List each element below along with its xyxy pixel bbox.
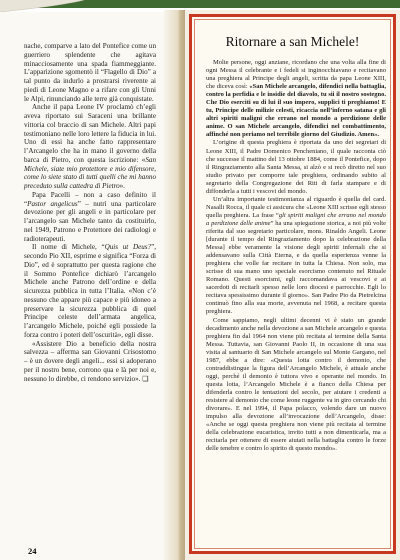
page-curl bbox=[0, 0, 84, 12]
left-paragraph bbox=[24, 103, 156, 191]
left-page bbox=[0, 12, 183, 560]
right-page bbox=[185, 10, 400, 560]
text-run: ” ha una spiegazione storica, a noi più volte riferita dal suo segretario particolare, mons. Rinaldo Angeli. Leone [durante il tempo del Ringraziamento dopo la celebrazione della Messa] ebbe veramente la visione degli spiriti infernali che si addensavano sulla Città Eterna, e da quella esperienza venne la preghiera che volle far recitare in tutta la Chiesa. Non solo, ma scrisse di sua mano uno speciale esorcismo contenuto nel Rituale Romano. Questi esorcismi, egli raccomandava ai vescovi e ai sacerdoti di recitarli spesso nelle loro diocesi e parrocchie. Egli lo recitava spessissimo durante il giorno». San Padre Pio da Pietrelcina continuò fino alla sua morte, avvenuta nel 1968, a recitare questa preghiera. bbox=[206, 219, 387, 316]
right-paragraph bbox=[206, 317, 386, 454]
left-column-text bbox=[24, 42, 156, 383]
page-number: 24 bbox=[28, 546, 37, 556]
left-paragraph bbox=[24, 340, 156, 384]
right-paragraph bbox=[206, 196, 386, 317]
text-run: Anche il papa Leone IV proclamò ch’egli aveva riportato sui Saraceni una brillante vittoria col braccio di san Michele. Altri papi testimoniano nelle loro lettere la fiducia in lui. Uno di essi ha anche fatto rappresentare l’Arcangelo che ha in mano il governo della barca di Pietro, con questa iscrizione: « bbox=[24, 103, 156, 164]
text-run: «Assistere Dio a beneficio della nostra salvezza – afferma san Giovanni Crisostomo – è un dovere degli angeli... essi si adoperano per il nostro bene, corrono qua e là per noi e, nessuno lo direbbe, ci rendono servizio». ❑ bbox=[24, 339, 156, 383]
text-run: gli spiriti maligni che errano nel mondo a perdizione delle anime bbox=[206, 211, 386, 227]
article-title: Ritornare a san Michele! bbox=[225, 34, 360, 49]
text-run: ” – nutrì una particolare devozione per gli angeli e in particolare per l’arcangelo san Michele tanto da costituirlo, nel 1949, Patrono e Protettore dei radiologi e radioterapeuti. bbox=[24, 199, 156, 243]
right-column-text bbox=[206, 59, 386, 453]
text-run: nache, comparve a lato del Pontefice come un guerriero splendente che agitava minacciosamente una spada fiammeggiante. L’apparizione sgomentò il “Flagello di Dio” a tal punto da indurlo a prostrarsi riverente ai piedi di Leone Magno e a rifare con gli Unni le Alpi, rinunciando alle terre già conquistate. bbox=[24, 42, 156, 103]
red-border-frame bbox=[189, 14, 396, 554]
text-run: Come sappiamo, negli ultimi decenni vi è stato un grande decadimento anche nella devozione a san Michele arcangelo e questa preghiera fin dal 1964 non viene più recitata al termine della Santa Messa. Tuttavia, san Giovanni Paolo II, in occasione di una sua visita al santuario di San Michele arcangelo sul Monte Gargano, nel 1987, ebbe a dire: «Questa lotta contro il demonio, che contraddistingue la figura dell’Arcangelo Michele, è attuale anche oggi, perché il demonio è tuttora vivo e operante nel mondo. In questa lotta, l’Arcangelo Michele è a fianco della Chiesa per difenderla contro le tentazioni del secolo, per aiutare i credenti a resistere al demonio che come leone ruggente va in giro cercando chi divorare». E nel 1994, il Papa polacco, volendo dare un nuovo impulso alla devozione all’invocazione dell’Arcangelo, disse: «Anche se oggi questa preghiera non viene più recitata al termine della celebrazione eucaristica, invito tutti a non dimenticarla, ma a recitarla per ottenere di essere aiutati nella battaglia contro le forze delle tenebre e contro lo spirito di questo mondo». bbox=[206, 316, 386, 453]
text-run: ». bbox=[119, 182, 125, 190]
text-run: Molte persone, oggi anziane, ricordano che una volta alla fine di ogni Messa il celebrante e i fedeli si inginocchiavano e recitavano una preghiera al Principe degli angeli, scritta da papa Leone XIII, che diceva così: bbox=[206, 59, 386, 91]
text-run: Pastor angelicus bbox=[27, 199, 78, 208]
left-paragraph bbox=[24, 191, 156, 244]
left-paragraph bbox=[24, 243, 156, 339]
text-run: ”, secondo Pio XII, esprime e significa “Forza di Dio”, ed è soprattutto per questa ragione che il Sommo Pontefice dichiarò l’arcangelo Michele anche Patrono dell’ordine e della sicurezza pubblica in tutta l’Italia. «Non c’è nessuno che appare più capace e più idoneo a preservare la sicurezza pubblica di quel Principe celeste dell’armata angelica, l’arcangelo Michele, poiché egli possiede la forza contro i poteri dell’oscurità», egli disse. bbox=[24, 243, 157, 339]
text-run: San Michele, siate mio protettore e mio difensore, come lo siete stato di tutti quelli che mi hanno preceduto sulla cattedra di Pietro bbox=[24, 155, 156, 190]
text-run: «San Michele arcangelo, difendici nella battaglia, contro la perfidia e le insidie del diavolo, tu sii il nostro sostegno. Che Dio eserciti su di lui il suo impero, supplici ti preghiamo! E tu, Principe delle milizie celesti, ricaccia nell’inferno satana e gli altri spiriti maligni che errano nel mondo a perdizione delle anime. O san Michele arcangelo, difendici nel combattimento, affinché non periamo nel terribile giorno del Giudizio. Amen». bbox=[206, 83, 386, 139]
left-paragraph bbox=[24, 42, 156, 103]
right-paragraph bbox=[206, 139, 386, 195]
text-run: Un’altra importante testimonianza al riguardo è quella del card. Nasalli Rocca, il quale ci assicura che «Leone XIII scrisse egli stesso quella preghiera. La frase “ bbox=[206, 195, 386, 219]
text-run: Il nome di Michele, “ bbox=[32, 243, 105, 252]
right-paragraph bbox=[206, 59, 386, 139]
text-run: L’origine di questa preghiera è riportata da uno dei segretari di Leone XIII, il Padre Domenico Pencheniano, il quale racconta ciò che successe il mattino del 13 ottobre 1884, come il Pontefice, dopo il Ringraziamento alla Santa Messa, si alzò e si recò diretto nel suo studio privato per comporre tale preghiera, ordinando subito al segretario della Congregazione dei Riti di farla stampare e di diffonderla a tutti i vescovi del mondo. bbox=[206, 139, 386, 195]
text-run: Quis ut Deus? bbox=[104, 243, 152, 252]
text-run: Papa Pacelli – non a caso definito il “ bbox=[24, 190, 156, 208]
